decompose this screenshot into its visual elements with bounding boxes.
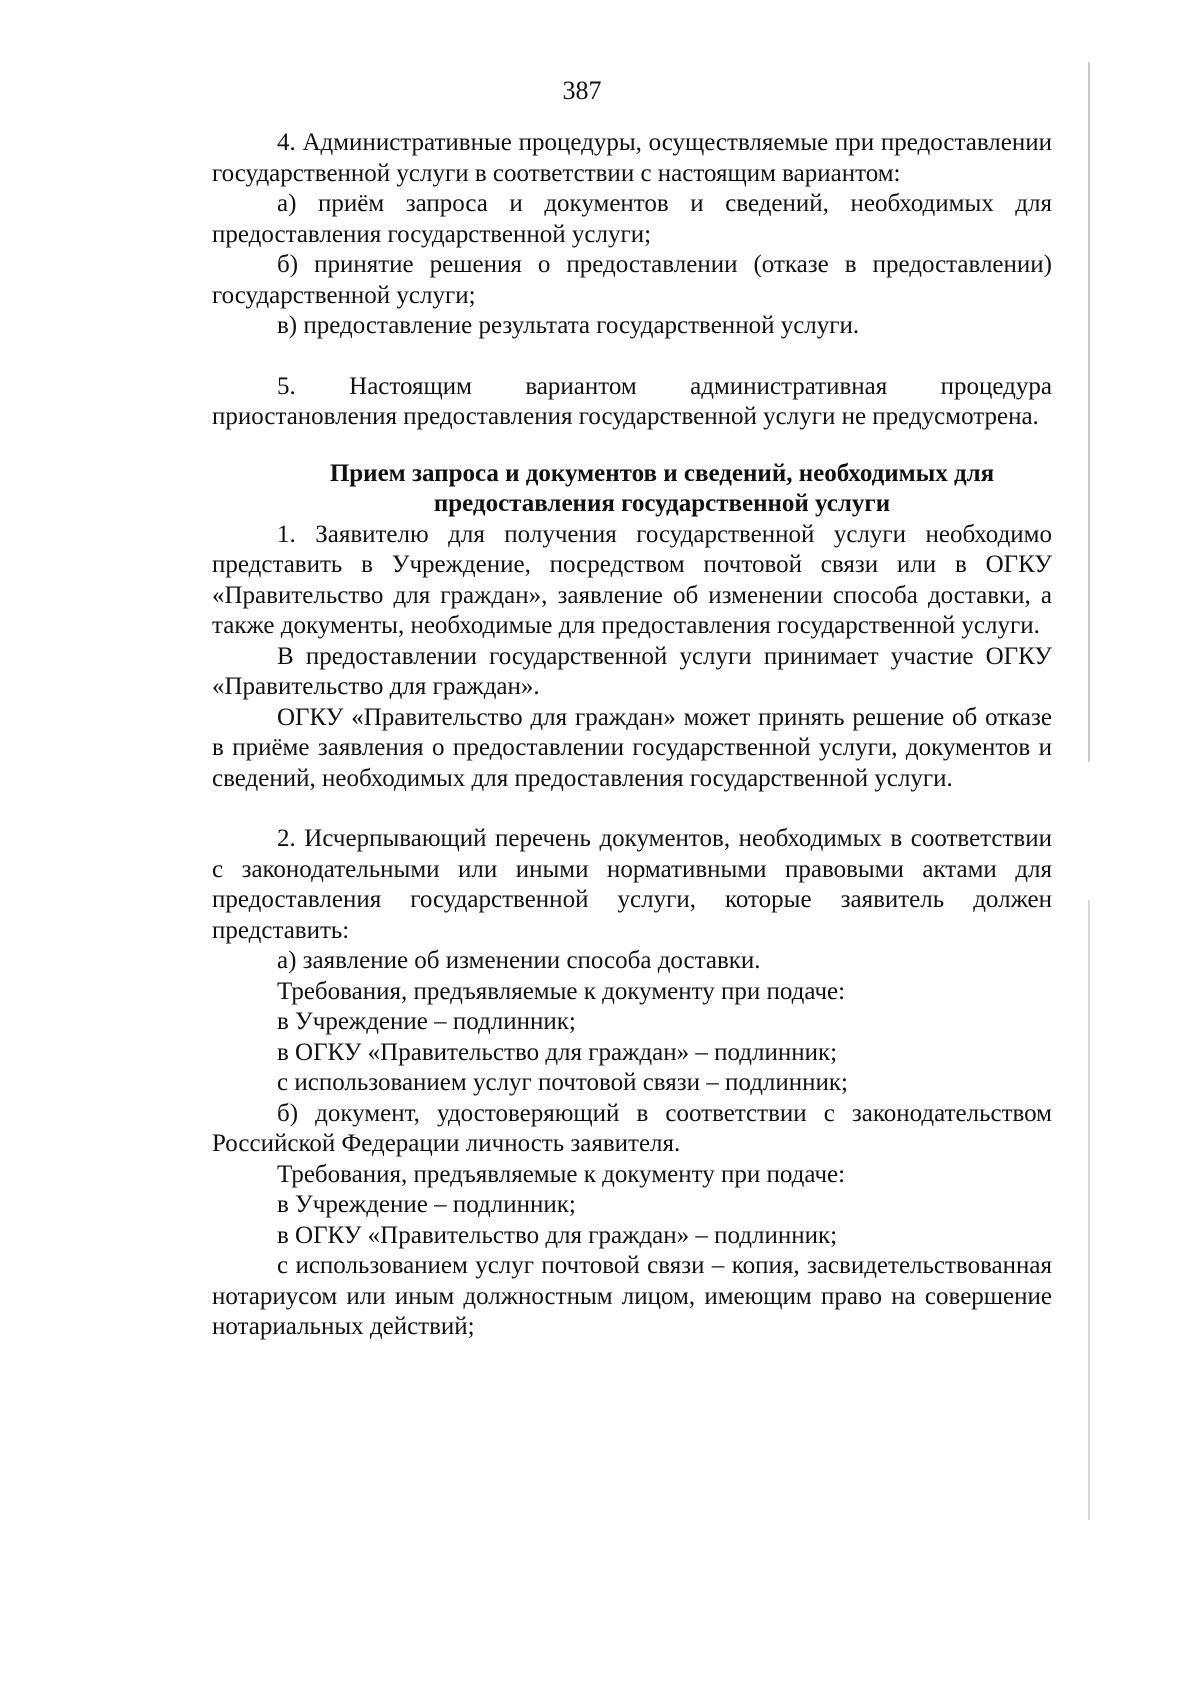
document-body bbox=[212, 128, 1052, 1343]
paragraph-2-documents-list: 2. Исчерпывающий перечень документов, необходимых в соответствии с законодательными или иными нормативными правовыми актами для предоставления государственной услуги, которые заявитель должен представить: bbox=[212, 825, 1052, 944]
paragraph-5-suspension: 5. Настоящим вариантом административная процедура приостановления предоставления государственной услуги не предусмотрена. bbox=[212, 372, 1052, 430]
requirement-ogku: в ОГКУ «Правительство для граждан» – подлинник; bbox=[277, 1038, 838, 1066]
list-item-b: б) принятие решения о предоставлении (отказе в предоставлении) государственной услуги; bbox=[212, 251, 1052, 309]
paragraph-1-applicant: 1. Заявителю для получения государственной услуги необходимо представить в Учреждение, посредством почтовой связи или в ОГКУ «Правительство для граждан», заявление об изменении способа доставки, а также документы, необходимые для предоставления государственной услуги. bbox=[212, 520, 1052, 639]
requirement-post-copy: с использованием услуг почтовой связи – копия, засвидетельствованная нотариусом или иным должностным лицом, имеющим право на совершение нотариальных действий; bbox=[212, 1252, 1052, 1340]
requirement-ogku: в ОГКУ «Правительство для граждан» – подлинник; bbox=[277, 1221, 838, 1249]
requirement-post: с использованием услуг почтовой связи – подлинник; bbox=[277, 1069, 848, 1096]
list-item-v: в) предоставление результата государственной услуги. bbox=[277, 312, 860, 339]
page-number: 387 bbox=[562, 76, 602, 105]
scan-edge-line bbox=[1088, 900, 1090, 1520]
paragraph-refusal: ОГКУ «Правительство для граждан» может принять решение об отказе в приёме заявления о предоставлении государственной услуги, документов и сведений, необходимых для предоставления государственной услуги. bbox=[212, 703, 1052, 792]
list-item-a-application: а) заявление об изменении способа доставки. bbox=[277, 947, 761, 974]
list-item-a: а) приём запроса и документов и сведений, необходимых для предоставления государственной услуги; bbox=[212, 190, 1052, 248]
scan-edge-line bbox=[1088, 62, 1090, 762]
paragraph-4-procedures: 4. Административные процедуры, осуществляемые при предоставлении государственной услуги в соответствии с настоящим вариантом: bbox=[212, 129, 1052, 187]
paragraph-participation: В предоставлении государственной услуги принимает участие ОГКУ «Правительство для граждан». bbox=[212, 642, 1052, 700]
requirements-label: Требования, предъявляемые к документу при подаче: bbox=[277, 977, 846, 1005]
requirements-label: Требования, предъявляемые к документу при подаче: bbox=[277, 1160, 846, 1188]
requirement-institution: в Учреждение – подлинник; bbox=[277, 1191, 576, 1218]
list-item-b-identity: б) документ, удостоверяющий в соответствии с законодательством Российской Федерации личность заявителя. bbox=[212, 1099, 1052, 1157]
requirement-institution: в Учреждение – подлинник; bbox=[277, 1008, 576, 1035]
section-heading: Прием запроса и документов и сведений, необходимых для предоставления государственной услуги bbox=[329, 459, 995, 517]
